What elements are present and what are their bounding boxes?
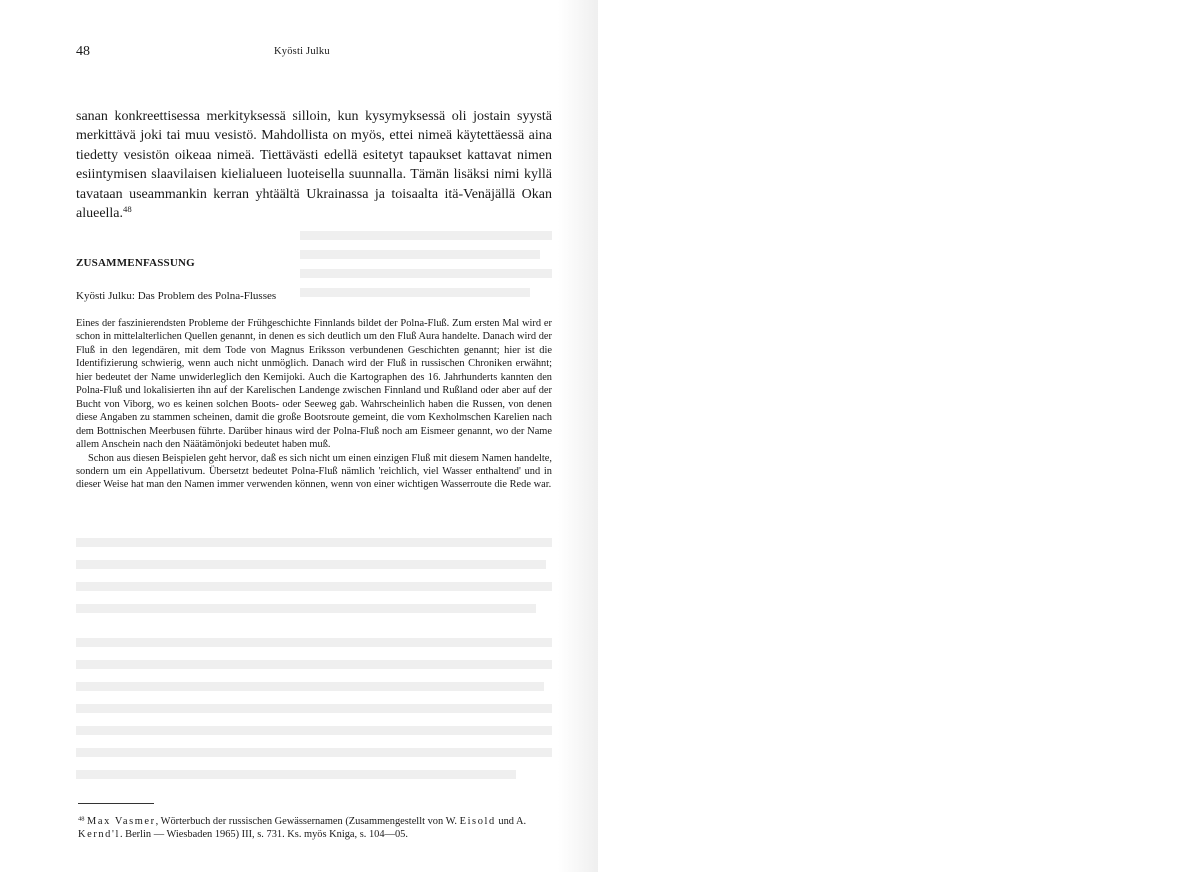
footnote-separator — [78, 803, 154, 804]
summary-subheading: Kyösti Julku: Das Problem des Polna-Flusses — [76, 290, 277, 302]
footnote-text-2: und A. — [495, 816, 527, 827]
summary-heading: ZUSAMMENFASSUNG — [76, 257, 195, 269]
footnote-text-1: , Wörterbuch der russischen Gewässernamen (Zusammengestellt von W. — [155, 816, 458, 827]
running-head: Kyösti Julku — [274, 46, 330, 57]
footnote-author: Max Vasmer — [87, 816, 156, 827]
page-number: 48 — [76, 44, 90, 59]
page-header — [76, 44, 552, 64]
footnote-editor-2: Kernd'l — [78, 829, 120, 840]
summary-text — [76, 317, 552, 492]
finnish-paragraph — [76, 107, 552, 223]
summary-paragraph-2: Schon aus diesen Beispielen geht hervor, daß es sich nicht um einen einzigen Fluß mit diesem Namen handelte, sondern um ein Appellativum. Übersetzt bedeutet Polna-Fluß nämlich 'reichlich, viel Wasser enthaltend' und in dieser Weise hat man den Namen immer verwenden können, wenn von einer wichtigen Wasserroute die Rede war. — [76, 452, 552, 491]
footnote-reference: 48 — [123, 204, 132, 215]
footnote — [78, 815, 552, 841]
page-edge-shadow — [558, 0, 598, 872]
footnote-editor-1: Eisold — [459, 816, 496, 827]
footnote-text-3: . Berlin — Wiesbaden 1965) III, s. 731. Ks. myös Kniga, s. 104—05. — [119, 829, 408, 840]
footnote-number: 48 — [78, 815, 85, 823]
summary-paragraph-1: Eines der faszinierendsten Probleme der Frühgeschichte Finnlands bildet der Polna-Fluß. Zum ersten Mal wird er schon in mittelalterlichen Quellen genannt, in denen es sich deutlich um den Fluß Aura handelte. Danach wird der Fluß in den legendären, mit dem Tode von Magnus Eriksson verbundenen Geschichten genannt; hier ist die Identifizierung schwierig, wenn auch nicht unmöglich. Danach wird der Fluß in russischen Chroniken erwähnt; hier bedeutet der Name unwiderleglich den Kemijoki. Auch die Kartographen des 16. Jahrhunderts kannten den Polna-Fluß und lokalisierten ihn auf der Karelischen Landenge zwischen Finnland und Rußland oder aber auf der Bucht von Viborg, wo es keinen solchen Boots- oder Seeweg gab. Wahrscheinlich haben die Russen, von denen diese Angaben zu stammen scheinen, damit die große Bootsroute gemeint, die vom Kexholmschen Karelien nach dem Bottnischen Meerbusen führte. Darüber hinaus wird der Polna-Fluß noch am Eismeer genannt, wo der Name allem Anschein nach den Näätämönjoki bedeutet haben muß. — [76, 318, 552, 451]
book-page — [0, 0, 598, 872]
finnish-paragraph-text: sanan konkreettisessa merkityksessä silloin, kun kysymyksessä oli jostain syystä merkittävä joki tai muu vesistö. Mahdollista on myös, ettei nimeä käytettäessä aina tiedetty vesistön oikeaa nimeä. Tiettävästi edellä esitetyt tapaukset kattavat nimen esiintymisen slaavilaisen kielialueen luoteisella suunnalla. Tämän lisäksi nimi kyllä tavataan useammankin kerran yhtäältä Ukrainassa ja toisaalta itä-Venäjällä Okan alueella. — [76, 109, 552, 222]
